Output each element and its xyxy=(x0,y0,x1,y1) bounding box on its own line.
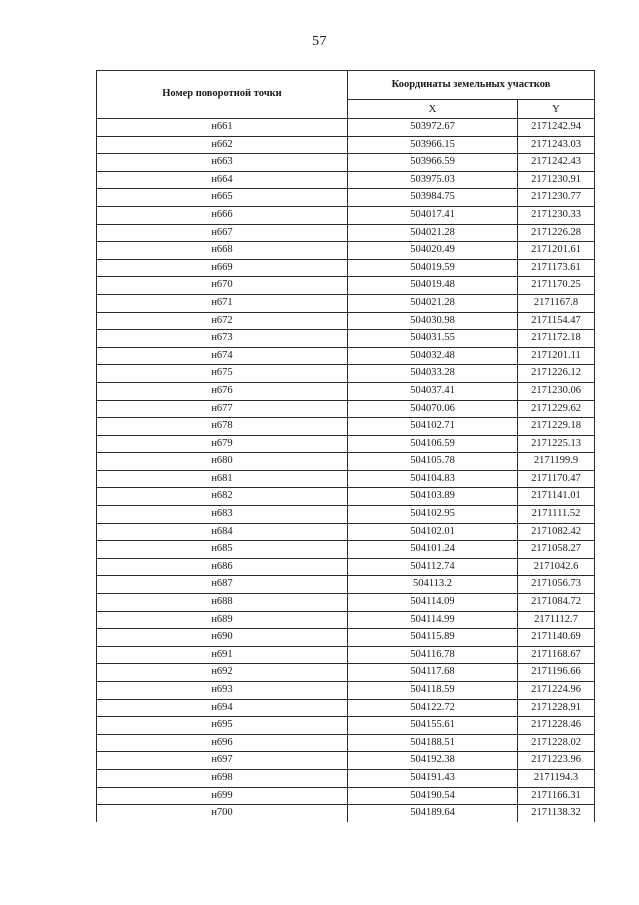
point-cell: н663 xyxy=(97,154,348,172)
point-cell: н669 xyxy=(97,259,348,277)
point-cell: н683 xyxy=(97,506,348,524)
y-cell: 2171224.96 xyxy=(518,682,595,700)
table-row xyxy=(97,682,595,700)
point-cell: н671 xyxy=(97,294,348,312)
header-y: Y xyxy=(518,100,595,119)
x-cell: 504113.2 xyxy=(348,576,518,594)
point-cell: н679 xyxy=(97,435,348,453)
table-row xyxy=(97,312,595,330)
table-row xyxy=(97,734,595,752)
y-cell: 2171230.91 xyxy=(518,171,595,189)
y-cell: 2171042.6 xyxy=(518,558,595,576)
y-cell: 2171230.06 xyxy=(518,382,595,400)
table-row xyxy=(97,171,595,189)
y-cell: 2171242.43 xyxy=(518,154,595,172)
point-cell: н666 xyxy=(97,206,348,224)
x-cell: 503966.15 xyxy=(348,136,518,154)
x-cell: 504112.74 xyxy=(348,558,518,576)
y-cell: 2171170.47 xyxy=(518,470,595,488)
y-cell: 2171082.42 xyxy=(518,523,595,541)
table-row xyxy=(97,576,595,594)
header-coordinates: Координаты земельных участков xyxy=(348,71,595,100)
y-cell: 2171228.91 xyxy=(518,699,595,717)
point-cell: н692 xyxy=(97,664,348,682)
y-cell: 2171084.72 xyxy=(518,594,595,612)
table-row xyxy=(97,699,595,717)
y-cell: 2171223.96 xyxy=(518,752,595,770)
page-number: 57 xyxy=(312,34,327,49)
point-cell: н678 xyxy=(97,418,348,436)
x-cell: 504105.78 xyxy=(348,453,518,471)
x-cell: 504115.89 xyxy=(348,629,518,647)
y-cell: 2171230.33 xyxy=(518,206,595,224)
x-cell: 504019.48 xyxy=(348,277,518,295)
table-row xyxy=(97,594,595,612)
point-cell: н700 xyxy=(97,805,348,822)
table-row xyxy=(97,611,595,629)
point-cell: н688 xyxy=(97,594,348,612)
point-cell: н690 xyxy=(97,629,348,647)
point-cell: н695 xyxy=(97,717,348,735)
point-cell: н687 xyxy=(97,576,348,594)
y-cell: 2171167.8 xyxy=(518,294,595,312)
x-cell: 503984.75 xyxy=(348,189,518,207)
x-cell: 504031.55 xyxy=(348,330,518,348)
point-cell: н682 xyxy=(97,488,348,506)
x-cell: 504114.99 xyxy=(348,611,518,629)
x-cell: 504114.09 xyxy=(348,594,518,612)
x-cell: 504117.68 xyxy=(348,664,518,682)
table-row xyxy=(97,294,595,312)
y-cell: 2171173.61 xyxy=(518,259,595,277)
x-cell: 504104.83 xyxy=(348,470,518,488)
table-row xyxy=(97,330,595,348)
y-cell: 2171201.61 xyxy=(518,242,595,260)
point-cell: н681 xyxy=(97,470,348,488)
y-cell: 2171201.11 xyxy=(518,347,595,365)
y-cell: 2171172.18 xyxy=(518,330,595,348)
point-cell: н676 xyxy=(97,382,348,400)
table-body xyxy=(97,119,595,822)
x-cell: 504190.54 xyxy=(348,787,518,805)
point-cell: н698 xyxy=(97,769,348,787)
header-row xyxy=(97,71,595,100)
y-cell: 2171225.13 xyxy=(518,435,595,453)
y-cell: 2171228.46 xyxy=(518,717,595,735)
point-cell: н699 xyxy=(97,787,348,805)
table-row xyxy=(97,136,595,154)
x-cell: 504033.28 xyxy=(348,365,518,383)
y-cell: 2171194.3 xyxy=(518,769,595,787)
point-cell: н665 xyxy=(97,189,348,207)
x-cell: 504030.98 xyxy=(348,312,518,330)
table-row xyxy=(97,506,595,524)
x-cell: 504102.01 xyxy=(348,523,518,541)
x-cell: 504191.43 xyxy=(348,769,518,787)
x-cell: 504106.59 xyxy=(348,435,518,453)
x-cell: 504070.06 xyxy=(348,400,518,418)
y-cell: 2171058.27 xyxy=(518,541,595,559)
x-cell: 504102.71 xyxy=(348,418,518,436)
y-cell: 2171196.66 xyxy=(518,664,595,682)
point-cell: н684 xyxy=(97,523,348,541)
x-cell: 504116.78 xyxy=(348,646,518,664)
point-cell: н667 xyxy=(97,224,348,242)
table-row xyxy=(97,347,595,365)
table-row xyxy=(97,382,595,400)
point-cell: н694 xyxy=(97,699,348,717)
table-row xyxy=(97,206,595,224)
point-cell: н661 xyxy=(97,119,348,137)
x-cell: 504021.28 xyxy=(348,224,518,242)
y-cell: 2171243.03 xyxy=(518,136,595,154)
table-row xyxy=(97,154,595,172)
point-cell: н674 xyxy=(97,347,348,365)
point-cell: н689 xyxy=(97,611,348,629)
y-cell: 2171170.25 xyxy=(518,277,595,295)
table-row xyxy=(97,224,595,242)
x-cell: 504102.95 xyxy=(348,506,518,524)
x-cell: 504019.59 xyxy=(348,259,518,277)
table-row xyxy=(97,541,595,559)
x-cell: 504017.41 xyxy=(348,206,518,224)
y-cell: 2171228.02 xyxy=(518,734,595,752)
table-row xyxy=(97,365,595,383)
table-row xyxy=(97,558,595,576)
y-cell: 2171111.52 xyxy=(518,506,595,524)
y-cell: 2171229.62 xyxy=(518,400,595,418)
x-cell: 504020.49 xyxy=(348,242,518,260)
y-cell: 2171138.32 xyxy=(518,805,595,822)
x-cell: 503975.03 xyxy=(348,171,518,189)
x-cell: 504189.64 xyxy=(348,805,518,822)
table-row xyxy=(97,752,595,770)
y-cell: 2171166.31 xyxy=(518,787,595,805)
table-row xyxy=(97,787,595,805)
table-row xyxy=(97,470,595,488)
x-cell: 504118.59 xyxy=(348,682,518,700)
table-row xyxy=(97,277,595,295)
x-cell: 504101.24 xyxy=(348,541,518,559)
coordinates-table xyxy=(96,70,595,822)
x-cell: 504021.28 xyxy=(348,294,518,312)
point-cell: н691 xyxy=(97,646,348,664)
table-row xyxy=(97,400,595,418)
table-row xyxy=(97,805,595,822)
y-cell: 2171112.7 xyxy=(518,611,595,629)
table-row xyxy=(97,664,595,682)
point-cell: н662 xyxy=(97,136,348,154)
y-cell: 2171229.18 xyxy=(518,418,595,436)
x-cell: 504192.38 xyxy=(348,752,518,770)
point-cell: н680 xyxy=(97,453,348,471)
x-cell: 504155.61 xyxy=(348,717,518,735)
header-point-number: Номер поворотной точки xyxy=(97,71,348,119)
x-cell: 504037.41 xyxy=(348,382,518,400)
table-row xyxy=(97,259,595,277)
point-cell: н697 xyxy=(97,752,348,770)
x-cell: 504103.89 xyxy=(348,488,518,506)
point-cell: н675 xyxy=(97,365,348,383)
y-cell: 2171154.47 xyxy=(518,312,595,330)
table-row xyxy=(97,769,595,787)
point-cell: н693 xyxy=(97,682,348,700)
table-row xyxy=(97,646,595,664)
y-cell: 2171168.67 xyxy=(518,646,595,664)
x-cell: 503966.59 xyxy=(348,154,518,172)
point-cell: н685 xyxy=(97,541,348,559)
x-cell: 504188.51 xyxy=(348,734,518,752)
x-cell: 504122.72 xyxy=(348,699,518,717)
point-cell: н670 xyxy=(97,277,348,295)
y-cell: 2171140.69 xyxy=(518,629,595,647)
table-row xyxy=(97,189,595,207)
y-cell: 2171056.73 xyxy=(518,576,595,594)
table-row xyxy=(97,523,595,541)
point-cell: н664 xyxy=(97,171,348,189)
point-cell: н686 xyxy=(97,558,348,576)
y-cell: 2171199.9 xyxy=(518,453,595,471)
table-row xyxy=(97,453,595,471)
y-cell: 2171141.01 xyxy=(518,488,595,506)
point-cell: н673 xyxy=(97,330,348,348)
table-row xyxy=(97,418,595,436)
table-row xyxy=(97,488,595,506)
table-row xyxy=(97,435,595,453)
y-cell: 2171226.12 xyxy=(518,365,595,383)
x-cell: 503972.67 xyxy=(348,119,518,137)
y-cell: 2171226.28 xyxy=(518,224,595,242)
x-cell: 504032.48 xyxy=(348,347,518,365)
point-cell: н668 xyxy=(97,242,348,260)
table-row xyxy=(97,717,595,735)
table-row xyxy=(97,629,595,647)
table-row xyxy=(97,242,595,260)
point-cell: н696 xyxy=(97,734,348,752)
table-row xyxy=(97,119,595,137)
y-cell: 2171230.77 xyxy=(518,189,595,207)
y-cell: 2171242.94 xyxy=(518,119,595,137)
point-cell: н672 xyxy=(97,312,348,330)
header-x: X xyxy=(348,100,518,119)
point-cell: н677 xyxy=(97,400,348,418)
